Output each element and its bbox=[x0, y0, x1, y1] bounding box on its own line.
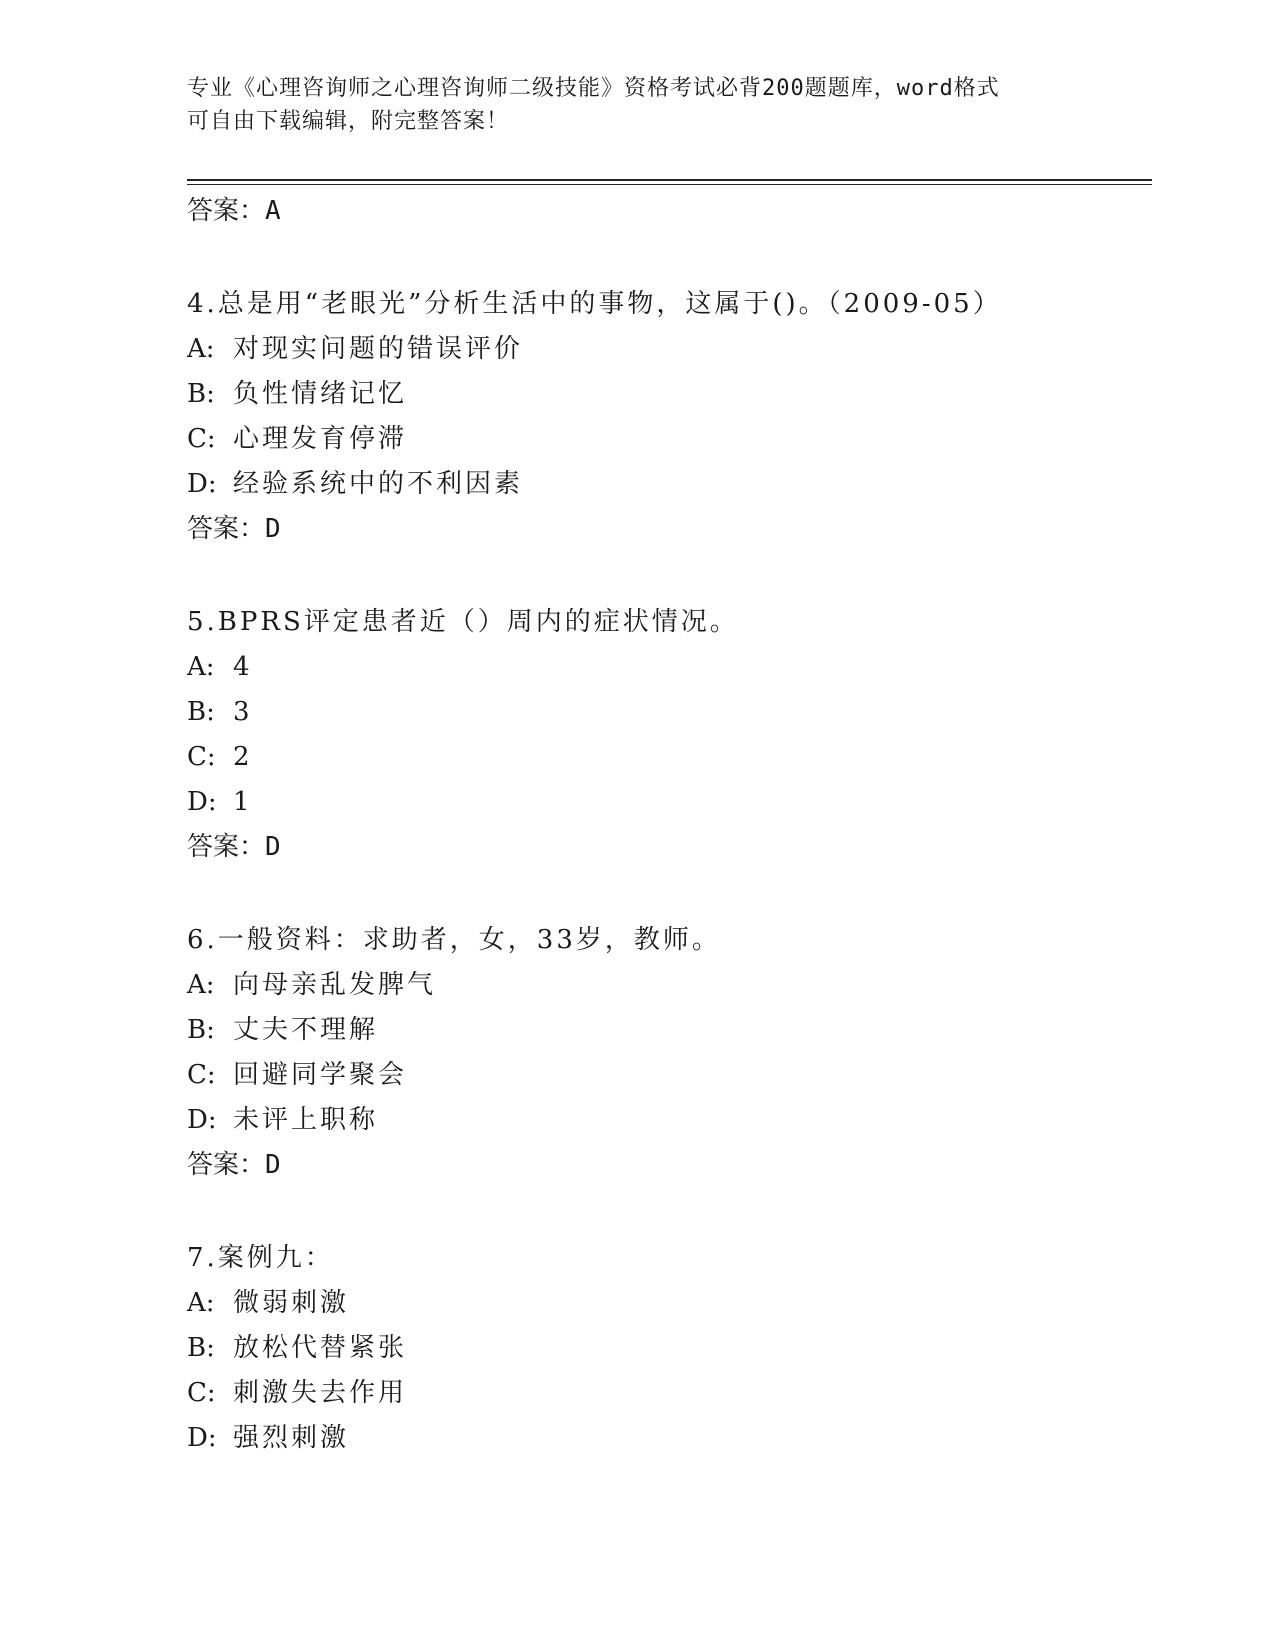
document-header bbox=[187, 72, 1087, 138]
question-4-answer: 答案：D bbox=[187, 514, 281, 544]
option-label: D: bbox=[187, 1105, 217, 1135]
spacer bbox=[187, 870, 1147, 917]
question-4: 4.总是用“老眼光”分析生活中的事物，这属于()。（2009-05） bbox=[187, 289, 1002, 319]
question-list bbox=[187, 189, 1147, 1461]
question-5-option-c bbox=[187, 735, 1147, 780]
question-4-option-a bbox=[187, 327, 1147, 372]
option-label: D: bbox=[187, 787, 217, 817]
option-label: D: bbox=[187, 1423, 217, 1453]
spacer bbox=[187, 552, 1147, 599]
option-label: B: bbox=[187, 379, 215, 409]
option-text: 强烈刺激 bbox=[233, 1423, 350, 1453]
option-text: 4 bbox=[233, 652, 253, 682]
option-text: 3 bbox=[233, 697, 253, 727]
question-4-option-c bbox=[187, 417, 1147, 462]
question-6-option-b bbox=[187, 1008, 1147, 1053]
option-text: 微弱刺激 bbox=[233, 1288, 350, 1318]
question-5: 5.BPRS评定患者近（）周内的症状情况。 bbox=[187, 607, 739, 637]
question-5-answer: 答案：D bbox=[187, 832, 281, 862]
option-label: A: bbox=[187, 1288, 215, 1318]
option-text: 2 bbox=[233, 742, 253, 772]
option-label: B: bbox=[187, 1333, 215, 1363]
option-text: 心理发育停滞 bbox=[233, 424, 408, 454]
option-text: 回避同学聚会 bbox=[233, 1060, 408, 1090]
question-6-answer: 答案：D bbox=[187, 1150, 281, 1180]
option-label: A: bbox=[187, 652, 215, 682]
option-text: 丈夫不理解 bbox=[233, 1015, 379, 1045]
question-4-option-b bbox=[187, 372, 1147, 417]
question-5-option-a bbox=[187, 645, 1147, 690]
option-text: 负性情绪记忆 bbox=[233, 379, 408, 409]
option-text: 放松代替紧张 bbox=[233, 1333, 408, 1363]
option-label: C: bbox=[187, 424, 216, 454]
question-4-option-d bbox=[187, 462, 1147, 507]
option-text: 1 bbox=[233, 787, 253, 817]
option-label: C: bbox=[187, 1060, 216, 1090]
question-6: 6.一般资料：求助者，女，33岁，教师。 bbox=[187, 925, 721, 955]
option-label: D: bbox=[187, 469, 217, 499]
question-7-option-c bbox=[187, 1371, 1147, 1416]
question-6-option-a bbox=[187, 963, 1147, 1008]
header-divider bbox=[187, 179, 1152, 181]
option-text: 未评上职称 bbox=[233, 1105, 379, 1135]
question-6-option-d bbox=[187, 1098, 1147, 1143]
header-divider-thin bbox=[187, 184, 1152, 185]
option-text: 刺激失去作用 bbox=[233, 1378, 408, 1408]
spacer bbox=[187, 234, 1147, 281]
answer-3: 答案：A bbox=[187, 196, 281, 226]
option-label: C: bbox=[187, 742, 216, 772]
option-label: A: bbox=[187, 970, 215, 1000]
option-label: C: bbox=[187, 1378, 216, 1408]
question-7-option-b bbox=[187, 1326, 1147, 1371]
question-6-option-c bbox=[187, 1053, 1147, 1098]
option-label: A: bbox=[187, 334, 215, 364]
question-5-option-d bbox=[187, 780, 1147, 825]
option-text: 对现实问题的错误评价 bbox=[233, 334, 524, 364]
spacer bbox=[187, 1188, 1147, 1235]
question-7: 7.案例九： bbox=[187, 1243, 334, 1273]
option-text: 向母亲乱发脾气 bbox=[233, 970, 437, 1000]
option-text: 经验系统中的不利因素 bbox=[233, 469, 524, 499]
question-5-option-b bbox=[187, 690, 1147, 735]
question-7-option-d bbox=[187, 1416, 1147, 1461]
header-line-1: 专业《心理咨询师之心理咨询师二级技能》资格考试必背200题题库，word格式 bbox=[187, 76, 1000, 101]
option-label: B: bbox=[187, 697, 215, 727]
option-label: B: bbox=[187, 1015, 215, 1045]
question-7-option-a bbox=[187, 1281, 1147, 1326]
header-line-2: 可自由下载编辑，附完整答案！ bbox=[187, 109, 510, 134]
